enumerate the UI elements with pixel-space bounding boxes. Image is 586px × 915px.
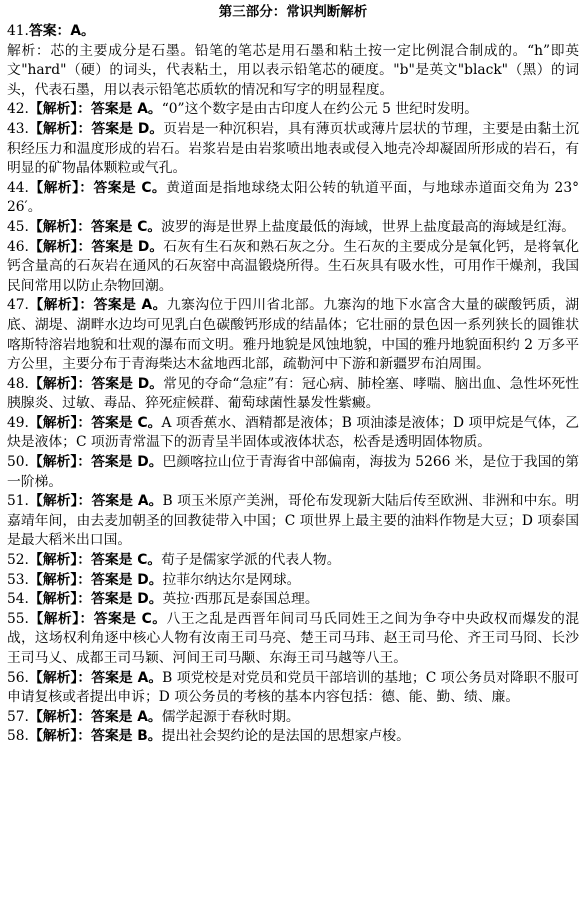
analysis-tag: 【解析】： — [28, 454, 92, 471]
question-number: 52. — [7, 552, 29, 569]
answer-entry — [7, 571, 579, 591]
answer-entry — [7, 590, 579, 610]
analysis-tag: 【解析】： — [28, 414, 92, 431]
explanation-text: 八王之乱是西晋年间司马氏同姓王之间为争夺中央政权而爆发的混战，这场权利角逐中核心人物有汝南王司马亮、楚王司马玮、赵王司马伦、齐王司马冏、长沙王司马乂、成都王司马颖、河间王司马颙、东海王司马越等八王。 — [7, 610, 579, 666]
question-number: 54. — [7, 591, 29, 608]
answer-label: 答案：A。 — [28, 23, 95, 39]
question-number: 55. — [7, 610, 29, 627]
analysis-tag: 【解析】： — [28, 101, 92, 118]
explanation-text: 解析：芯的主要成分是石墨。铅笔的笔芯是用石墨和粘土按一定比例混合制成的。“h”即英文"hard"（硬）的词头，代表粘土，用以表示铅笔芯的硬度。"b"是英文"black"（黑）的词头，代表石墨，用以表示铅笔芯质软的情况和写字的明显程度。 — [7, 42, 579, 98]
question-number: 53. — [7, 571, 29, 588]
answer-label: 答案是 D。 — [91, 120, 164, 137]
explanation-text: 儒学起源于春秋时期。 — [161, 708, 300, 725]
answer-entry — [7, 120, 579, 179]
question-number: 57. — [7, 708, 29, 725]
answer-entry — [7, 492, 579, 551]
answer-entry — [7, 218, 579, 238]
answer-label: 答案是 D。 — [91, 454, 163, 471]
analysis-tag: 【解析】： — [28, 610, 94, 627]
answer-entry — [7, 22, 579, 42]
answer-label: 答案是 C。 — [91, 218, 162, 235]
question-number: 50. — [7, 454, 29, 471]
explanation-text: 九寨沟位于四川省北部。九寨沟的地下水富含大量的碳酸钙质，湖底、湖堤、湖畔水边均可见乳白色碳酸钙形成的结晶体；它壮丽的景色因一系列狭长的圆锥状喀斯特溶岩地貌和壮观的瀑布而文明。雅丹地貌是风蚀地貌，中国的雅丹地貌面积约 2 万多平方公里，主要分布于青海柴达木盆地西北部，疏勒河中下游和新疆罗布泊周围。 — [7, 297, 580, 373]
explanation-text: 页岩是一种沉积岩，具有薄页状或薄片层状的节理，主要是由黏土沉积经压力和温度形成的岩石。岩浆岩是由岩浆喷出地表或侵入地壳冷却凝固所形成的岩石，有明显的矿物晶体颗粒或气孔。 — [7, 120, 579, 177]
question-number: 44. — [7, 179, 29, 196]
answer-entry — [7, 610, 579, 669]
explanation-text: 波罗的海是世界上盐度最低的海域，世界上盐度最高的海域是红海。 — [161, 218, 576, 235]
answer-entry — [7, 551, 579, 571]
answer-entry — [7, 42, 579, 101]
answer-entry — [7, 453, 579, 492]
answer-list — [7, 22, 579, 747]
question-number: 48. — [7, 375, 29, 392]
answer-label: 答案是 B。 — [91, 728, 162, 745]
question-number: 56. — [7, 669, 29, 686]
analysis-tag: 【解析】： — [28, 669, 92, 686]
answer-label: 答案是 C。 — [93, 610, 167, 627]
explanation-text: 常见的夺命“急症”有：冠心病、肺栓塞、哮喘、脑出血、急性坏死性胰腺炎、过敏、毒品、猝死症候群、葡萄球菌性暴发性紫癜。 — [7, 375, 580, 412]
answer-entry — [7, 708, 579, 728]
analysis-tag: 【解析】： — [28, 728, 92, 745]
question-number: 41. — [7, 23, 29, 39]
explanation-text: 巴颜喀拉山位于青海省中部偏南，海拔为 5266 米，是位于我国的第一阶梯。 — [7, 454, 579, 490]
explanation-text: “0”这个数字是由古印度人在约公元 5 世纪时发明。 — [161, 101, 479, 118]
analysis-tag: 【解析】： — [28, 493, 92, 510]
explanation-text: 石灰有生石灰和熟石灰之分。生石灰的主要成分是氧化钙，是将氧化钙含量高的石灰岩在通风的石灰窑中高温锻烧所得。生石灰具有吸水性，可用作干燥剂，我国民间常用以防止杂物回潮。 — [7, 238, 579, 294]
answer-label: 答案是 C。 — [91, 414, 162, 431]
answer-label: 答案是 A。 — [91, 493, 163, 510]
answer-label: 答案是 A。 — [91, 101, 162, 118]
explanation-text: 提出社会契约论的是法国的思想家卢梭。 — [161, 728, 410, 745]
explanation-text: 黄道面是指地球绕太阳公转的轨道平面，与地球赤道面交角为 23° 26′。 — [7, 179, 579, 216]
explanation-text: 荀子是儒家学派的代表人物。 — [161, 552, 341, 569]
explanation-text: 英拉·西那瓦是泰国总理。 — [162, 591, 319, 608]
answer-label: 答案是 D。 — [91, 591, 163, 608]
answer-entry — [7, 100, 579, 120]
question-number: 46. — [7, 238, 29, 255]
explanation-text: B 项玉米原产美洲，哥伦布发现新大陆后传至欧洲、非洲和中东。明嘉靖年间，由去麦加朝圣的回教徒带入中国；C 项世界上最主要的油料作物是大豆；D 项泰国是最大稻米出口国。 — [7, 493, 579, 549]
answer-entry — [7, 238, 579, 297]
answer-label: 答案是 A。 — [93, 297, 167, 314]
answer-label: 答案是 A。 — [91, 708, 162, 725]
analysis-tag: 【解析】： — [28, 591, 92, 608]
answer-entry — [7, 179, 579, 218]
analysis-tag: 【解析】： — [28, 120, 92, 137]
answer-label: 答案是 A。 — [91, 669, 163, 686]
answer-entry — [7, 296, 579, 374]
answer-entry — [7, 669, 579, 708]
analysis-tag: 【解析】： — [28, 179, 94, 196]
analysis-tag: 【解析】： — [28, 297, 94, 314]
explanation-text: B 项党校是对党员和党员干部培训的基地；C 项公务员对降职不服可申请复核或者提出申诉；D 项公务员的考核的基本内容包括：德、能、勤、绩、廉。 — [7, 669, 579, 706]
question-number: 43. — [7, 120, 29, 137]
answer-label: 答案是 C。 — [93, 179, 167, 196]
analysis-tag: 【解析】： — [28, 218, 92, 235]
analysis-tag: 【解析】： — [28, 571, 92, 588]
answer-label: 答案是 D。 — [91, 571, 163, 588]
analysis-tag: 【解析】： — [28, 708, 92, 725]
answer-entry — [7, 414, 579, 453]
question-number: 51. — [7, 493, 29, 510]
analysis-tag: 【解析】： — [28, 238, 92, 255]
explanation-text: A 项香蕉水、酒精都是液体；B 项油漆是液体；D 项甲烷是气体，乙炔是液体；C 项沥青常温下的沥青呈半固体或液体状态，松香是透明固体物质。 — [7, 414, 580, 451]
question-number: 42. — [7, 101, 29, 118]
question-number: 47. — [7, 297, 29, 314]
answer-entry — [7, 727, 579, 747]
explanation-text: 拉菲尔纳达尔是网球。 — [162, 571, 301, 588]
question-number: 45. — [7, 218, 29, 235]
answer-entry — [7, 375, 579, 414]
question-number: 58. — [7, 728, 29, 745]
analysis-tag: 【解析】： — [28, 375, 92, 392]
answer-label: 答案是 C。 — [91, 552, 162, 569]
page-title: 第三部分：常识判断解析 — [218, 4, 368, 20]
answer-label: 答案是 D。 — [91, 375, 164, 392]
answer-label: 答案是 D。 — [91, 238, 164, 255]
analysis-tag: 【解析】： — [28, 552, 92, 569]
question-number: 49. — [7, 414, 29, 431]
